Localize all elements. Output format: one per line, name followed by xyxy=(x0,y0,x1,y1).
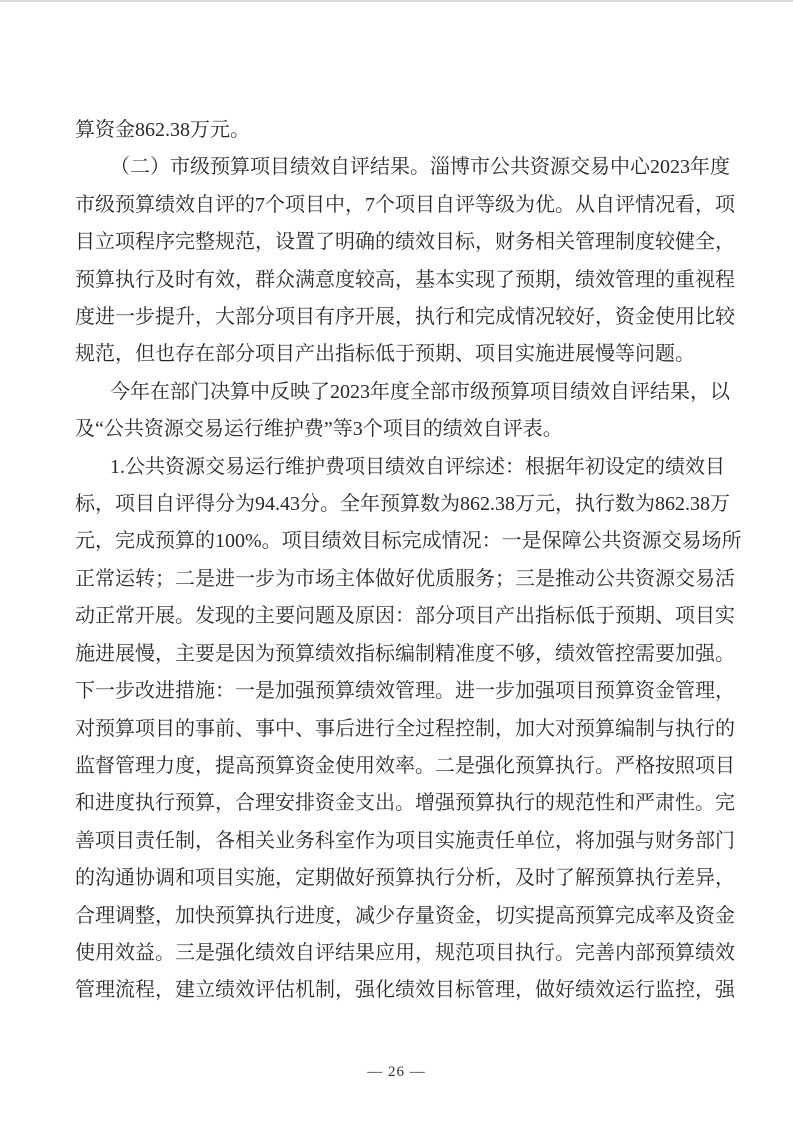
text-line: 算资金862.38万元。 xyxy=(75,119,250,141)
text-line: 的沟通协调和项目实施，定期做好预算执行分析，及时了解预算执行差异， xyxy=(75,867,735,890)
text-line: 和进度执行预算，合理安排资金支出。增强预算执行的规范性和严肃性。完 xyxy=(75,792,735,815)
text-line: 使用效益。三是强化绩效自评结果应用，规范项目执行。完善内部预算绩效 xyxy=(75,941,735,964)
text-line: 规范，但也存在部分项目产出指标低于预期、项目实施进展慢等问题。 xyxy=(75,343,695,366)
text-line: 目立项程序完整规范，设置了明确的绩效目标，财务相关管理制度较健全， xyxy=(75,231,735,254)
text-line: 市级预算绩效自评的7个项目中，7个项目自评等级为优。从自评情况看，项 xyxy=(75,193,735,216)
page-footer xyxy=(0,1062,793,1082)
text-line: 标，项目自评得分为94.43分。全年预算数为862.38万元，执行数为862.38万 xyxy=(75,493,730,516)
text-line: 元，完成预算的100%。项目绩效目标完成情况：一是保障公共资源交易场所 xyxy=(75,530,742,553)
text-line: 预算执行及时有效，群众满意度较高，基本实现了预期，绩效管理的重视程 xyxy=(75,268,735,291)
text-line: 正常运转；二是进一步为市场主体做好优质服务；三是推动公共资源交易活 xyxy=(75,567,735,590)
text-line: 下一步改进措施：一是加强预算绩效管理。进一步加强项目预算资金管理， xyxy=(75,680,735,703)
page-number: — 26 — xyxy=(367,1064,426,1080)
body-text xyxy=(75,112,742,1010)
scan-artifact-top-edge xyxy=(0,0,793,2)
text-line: 及“公共资源交易运行维护费”等3个项目的绩效自评表。 xyxy=(75,418,563,441)
text-line: 对预算项目的事前、事中、事后进行全过程控制，加大对预算编制与执行的 xyxy=(75,717,735,740)
text-line: 合理调整，加快预算执行进度，减少存量资金，切实提高预算完成率及资金 xyxy=(75,904,735,927)
text-line: 动正常开展。发现的主要问题及原因：部分项目产出指标低于预期、项目实 xyxy=(75,605,735,628)
text-line: （二）市级预算项目绩效自评结果。淄博市公共资源交易中心2023年度 xyxy=(110,156,730,179)
text-line: 1.公共资源交易运行维护费项目绩效自评综述：根据年初设定的绩效目 xyxy=(110,455,725,478)
text-line: 今年在部门决算中反映了2023年度全部市级预算项目绩效自评结果，以 xyxy=(110,380,730,403)
text-line: 善项目责任制，各相关业务科室作为项目实施责任单位，将加强与财务部门 xyxy=(75,829,735,852)
text-line: 度进一步提升，大部分项目有序开展，执行和完成情况较好，资金使用比较 xyxy=(75,306,735,329)
text-line: 管理流程，建立绩效评估机制，强化绩效目标管理，做好绩效运行监控，强 xyxy=(75,979,735,1002)
text-line: 施进展慢，主要是因为预算绩效指标编制精准度不够，绩效管控需要加强。 xyxy=(75,642,735,665)
text-line: 监督管理力度，提高预算资金使用效率。二是强化预算执行。严格按照项目 xyxy=(75,754,735,777)
